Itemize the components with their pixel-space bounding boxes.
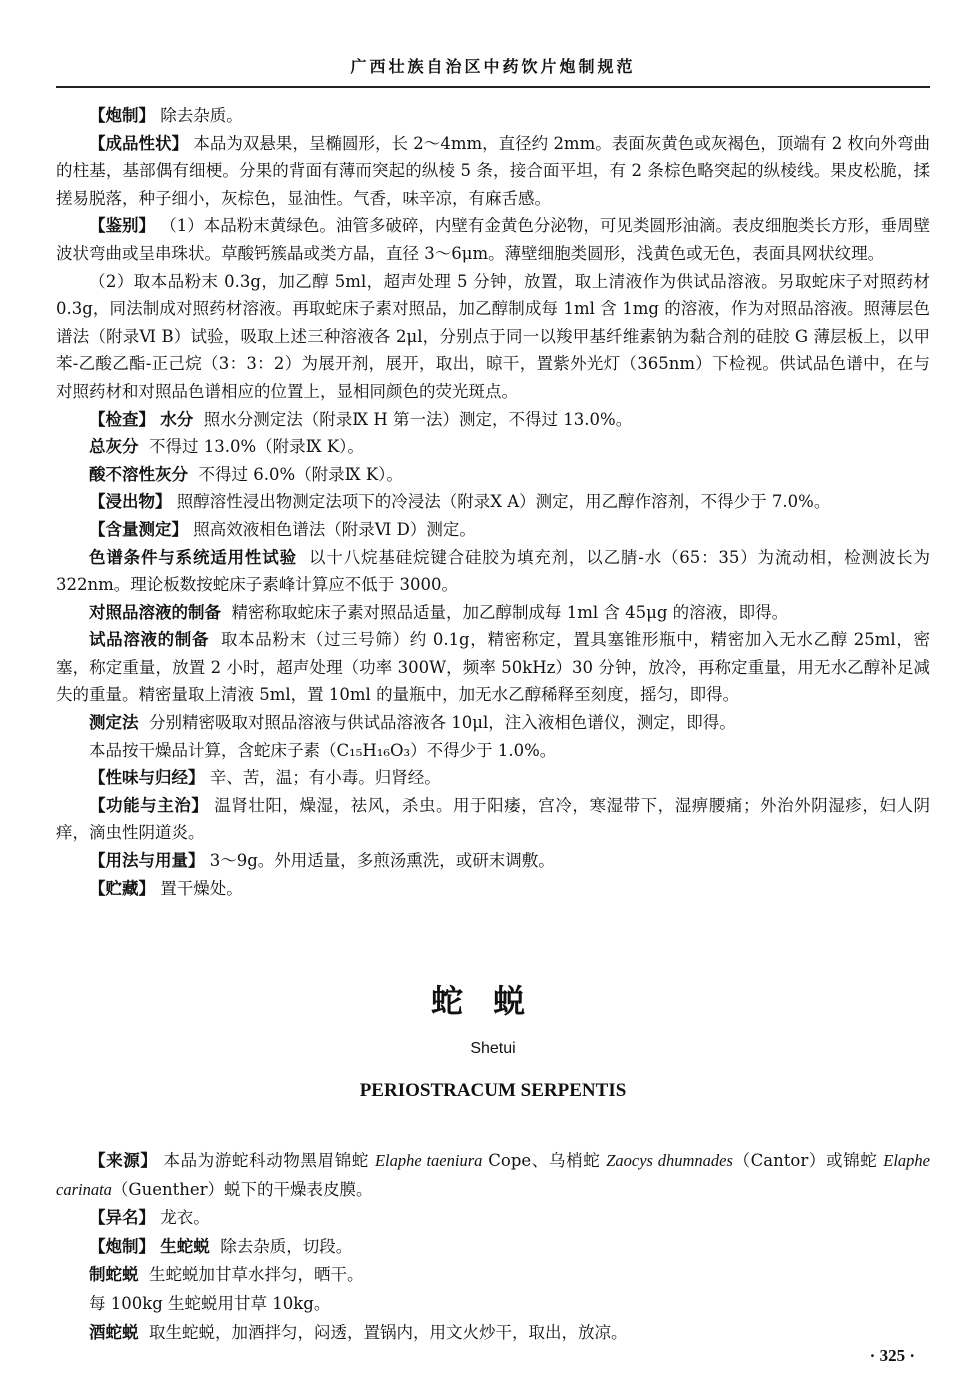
paragraph-text: 不得过 6.0%（附录Ⅸ K）。 [198,464,403,484]
paragraph-text: 温肾壮阳，燥湿，祛风，杀虫。用于阳痿，宫冷，寒湿带下，湿痹腰痛；外治外阴湿疹，妇人阴痒，滴虫性阴道炎。 [56,795,931,843]
paragraph-text: 置干燥处。 [160,878,243,898]
section-tag: 【炮制】 [89,1236,155,1256]
paragraph-text: 除去杂质，切段。 [220,1236,353,1256]
running-header: 广西壮族自治区中药饮片炮制规范 [350,57,636,76]
paragraph-hanliang [56,516,930,544]
species-name: Zaocys dhumnades [606,1151,733,1170]
paragraph-xingwei [56,764,930,792]
sub-label: 酒蛇蜕 [89,1322,139,1342]
paragraph-text: 分别精密吸取对照品溶液与供试品溶液各 10μl，注入液相色谱仪，测定，即得。 [149,713,736,733]
paragraph-jisuan: 本品按干燥品计算，含蛇床子素（C₁₅H₁₆O₃）不得少于 1.0%。 [89,740,557,760]
paragraph-jianbie-2: （2）取本品粉末 0.3g，加乙醇 5ml，超声处理 5 分钟，放置，取上清液作为供试品溶液。另取蛇床子对照药材 0.3g，同法制成对照药材溶液。再取蛇床子素对照品，加乙醇制成每 1ml 含 1mg 的溶液，作为对照品溶液。照薄层色谱法（附录Ⅵ B）试验，吸取上述三种溶液各 2μl，分别点于同一以羧甲基纤维素钠为黏合剂的硅胶 G 薄层板上，以甲苯-乙酸乙酯-正己烷（3：3：2）为展开剂，展开，取出，晾干，置紫外光灯（365nm）下检视。供试品色谱中，在与对照药材和对照品色谱相应的位置上，显相同颜色的荧光斑点。 [56,271,930,401]
sub-label: 制蛇蜕 [89,1265,139,1285]
paragraph-text: 龙衣。 [160,1208,210,1228]
paragraph-text: 照醇溶性浸出物测定法项下的冷浸法（附录Ⅹ A）测定，用乙醇作溶剂，不得少于 7.0%。 [176,492,831,512]
sub-label: 酸不溶性灰分 [89,464,188,484]
species-name: Elaphe carinata [56,1151,931,1199]
sub-label: 生蛇蜕 [160,1236,210,1256]
paragraph-jianbie-1 [56,212,930,267]
paragraph-sepu [56,544,930,599]
entry-shetui [56,1147,930,1347]
paragraph-shipin [56,626,930,709]
paragraph-text: 照水分测定法（附录Ⅸ H 第一法）测定，不得过 13.0%。 [203,409,633,429]
paragraph-text: 以十八烷基硅烷键合硅胶为填充剂，以乙腈-水（65：35）为流动相，检测波长为 322nm。理论板数按蛇床子素峰计算应不低于 3000。 [56,547,930,595]
paragraph-suanbu [56,461,930,489]
sub-label: 对照品溶液的制备 [89,602,221,622]
paragraph-paozhi-2 [56,1233,930,1262]
species-name: Elaphe taeniura [374,1151,483,1170]
section-tag: 【检查】 [89,409,155,429]
section-tag: 【功能与主治】 [89,795,209,815]
paragraph-zhi-note: 每 100kg 生蛇蜕用甘草 10kg。 [89,1293,331,1313]
sub-label: 色谱条件与系统适用性试验 [89,547,297,567]
paragraph-text: Cope、乌梢蛇 [482,1151,607,1170]
section-tag: 【性味与归经】 [89,768,205,788]
paragraph-jiancha [56,406,930,434]
paragraph-text: 本品为双悬果，呈椭圆形，长 2～4mm，直径约 2mm。表面灰黄色或灰褐色，顶端有 2 枚向外弯曲的柱基，基部偶有细梗。分果的背面有薄而突起的纵棱 5 条，接合面平坦，有 2 条棕色略突起的纵棱线。果皮松脆，揉搓易脱落，种子细小，灰棕色，显油性。气香，味辛凉，有麻舌感。 [56,133,931,208]
sub-label: 水分 [160,409,194,429]
section-tag: 【炮制】 [89,106,155,125]
section-tag: 【含量测定】 [89,519,188,539]
section-tag: 【用法与用量】 [89,851,205,871]
entry-pinyin: Shetui [470,1040,516,1057]
paragraph-text: 取生蛇蜕，加酒拌匀，闷透，置锅内，用文火炒干，取出，放凉。 [149,1322,628,1342]
paragraph-jiu [56,1319,930,1348]
section-tag: 【鉴别】 [89,216,156,236]
entry-title: 蛇蜕 [430,982,555,1020]
sub-label: 测定法 [89,713,139,733]
paragraph-text: 3～9g。外用适量，多煎汤熏洗，或研末调敷。 [209,851,555,871]
entry-latin-name: PERIOSTRACUM SERPENTIS [359,1080,627,1101]
paragraph-text: （1）本品粉末黄绿色。油管多破碎，内壁有金黄色分泌物，可见类圆形油滴。表皮细胞类长方形，垂周壁波状弯曲或呈串珠状。草酸钙簇晶或类方晶，直径 3～6μm。薄壁细胞类圆形，浅黄色或无色，表面具网状纹理。 [56,216,931,263]
paragraph-paozhi [56,102,930,130]
paragraph-text: 取本品粉末（过三号筛）约 0.1g，精密称定，置具塞锥形瓶中，精密加入无水乙醇 25ml，密塞，称定重量，放置 2 小时，超声处理（功率 300W，频率 50kHz）30 分钟，放冷，再称定重量，用无水乙醇补足减失的重量。精密量取上清液 5ml，置 10ml 的量瓶中，加无水乙醇稀释至刻度，摇匀，即得。 [56,630,931,705]
paragraph-zhi [56,1261,930,1290]
page-number: · 325 · [869,1346,915,1365]
paragraph-text: 精密称取蛇床子素对照品适量，加乙醇制成每 1ml 含 45μg 的溶液，即得。 [231,602,789,622]
paragraph-text: （Cantor）或锦蛇 [732,1151,884,1170]
paragraph-text: （Guenther）蜕下的干燥表皮膜。 [111,1179,373,1199]
paragraph-jinchu [56,488,930,516]
paragraph-text: 本品为游蛇科动物黑眉锦蛇 [163,1151,370,1170]
section-tag: 【来源】 [89,1151,158,1170]
paragraph-yongfa [56,847,930,875]
paragraph-text: 除去杂质。 [160,106,243,125]
paragraph-zonghuifen [56,433,930,461]
section-tag: 【异名】 [89,1208,155,1228]
paragraph-duizhao [56,599,930,627]
paragraph-ceding [56,709,930,737]
paragraph-laiyuan [56,1147,930,1204]
section-tag: 【浸出物】 [89,492,172,512]
paragraph-text: 不得过 13.0%（附录Ⅸ K）。 [149,437,364,457]
sub-label: 试品溶液的制备 [89,630,210,650]
paragraph-gongneng [56,792,930,847]
paragraph-zhucang [56,875,930,903]
paragraph-yiming [56,1204,930,1233]
entry-continued [56,102,930,902]
paragraph-text: 照高效液相色谱法（附录Ⅵ D）测定。 [193,519,476,539]
paragraph-text: 辛、苦，温；有小毒。归肾经。 [209,768,441,788]
sub-label: 总灰分 [89,437,139,457]
paragraph-xingzhuang [56,130,930,213]
section-tag: 【成品性状】 [89,133,189,153]
header-rule [56,86,930,88]
paragraph-text: 生蛇蜕加甘草水拌匀，晒干。 [149,1265,364,1285]
section-tag: 【贮藏】 [89,878,155,898]
